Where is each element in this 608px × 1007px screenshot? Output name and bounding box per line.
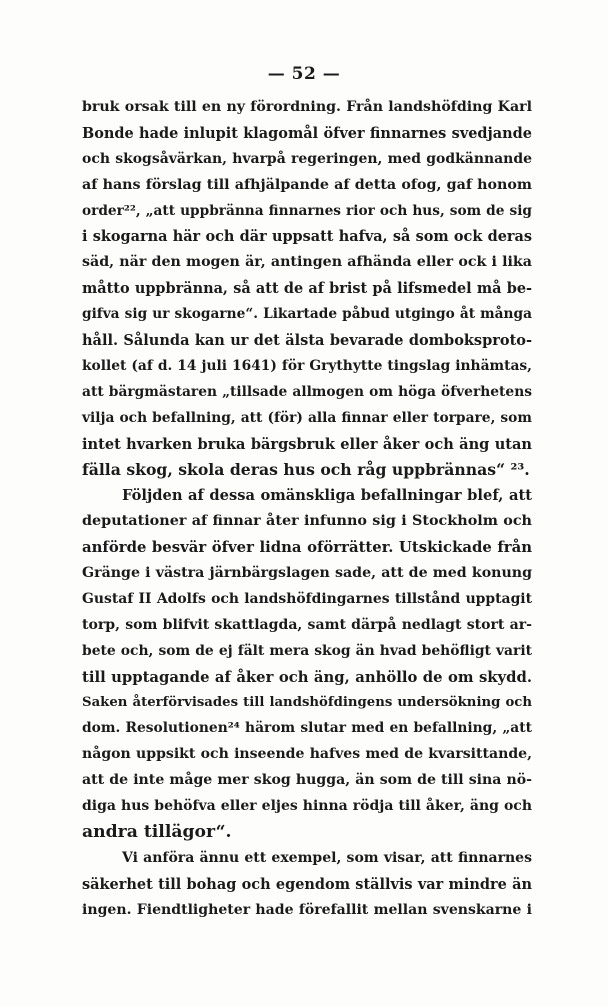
text-line: Vi anföra ännu ett exempel, som visar, att finnarnes (122, 849, 532, 866)
text-line: bete och, som de ej fält mera skog än hvad behöfligt varit (82, 642, 532, 659)
text-line: af hans förslag till afhjälpande af detta ofog, gaf honom (82, 176, 532, 193)
text-line: Gustaf II Adolfs och landshöfdingarnes tillstånd upptagit (82, 590, 532, 607)
text-line: andra tillägor“. (82, 821, 232, 842)
text-line: att de inte måge mer skog hugga, än som de till sina nö- (82, 772, 532, 789)
text-line: Gränge i västra järnbärgslagen sade, att de med konung (82, 565, 532, 582)
text-line: Bonde hade inlupit klagomål öfver finnarnes svedjande (82, 124, 532, 142)
text-line: fälla skog, skola deras hus och råg uppbrännas“ ²³. (82, 460, 530, 480)
text-line: ingen. Fiendtligheter hade förefallit mellan svenskarne i (82, 901, 532, 918)
text-line: att bärgmästaren „tillsade allmogen om höga öfverhetens (82, 383, 532, 400)
text-line: Saken återförvisades till landshöfdingens undersökning och (82, 695, 532, 711)
text-line: någon uppsikt och inseende hafves med de kvarsittande, (82, 746, 532, 763)
text-line: vilja och befallning, att (för) alla finnar eller torpare, som (82, 409, 532, 426)
text-line: till upptagande af åker och äng, anhöllo de om skydd. (82, 668, 532, 686)
text-line: dom. Resolutionen²⁴ härom slutar med en befallning, „att (82, 720, 532, 737)
text-line: och skogsåvärkan, hvarpå regeringen, med godkännande (82, 150, 532, 167)
text-line: Följden af dessa omänskliga befallningar blef, att (122, 487, 532, 505)
text-line: måtto uppbränna, så att de af brist på lifsmedel må be- (82, 280, 532, 298)
text-line: kollet (af d. 14 juli 1641) för Grythytte tingslag inhämtas, (82, 357, 532, 374)
text-line: torp, som blifvit skattlagda, samt därpå nedlagt stort ar- (82, 616, 532, 633)
text-line: säkerhet till bohag och egendom ställvis var mindre än (82, 875, 532, 893)
text-line: gifva sig ur skogarne“. Likartade påbud utgingo åt många (82, 306, 532, 323)
body-text (82, 95, 532, 924)
text-line: säd, när den mogen är, antingen afhända eller ock i lika (82, 254, 532, 271)
text-line: diga hus behöfva eller eljes hinna rödja till åker, äng och (82, 798, 532, 815)
text-line: anförde besvär öfver lidna oförrätter. Utskickade från (82, 538, 532, 557)
page-number: — 52 — (267, 64, 341, 84)
text-line: intet hvarken bruka bärgsbruk eller åker och äng utan (82, 435, 532, 453)
text-line: bruk orsak till en ny förordning. Från landshöfding Karl (82, 99, 532, 115)
text-line: håll. Sålunda kan ur det älsta bevarade domboksproto- (82, 332, 532, 350)
text-line: deputationer af finnar åter infunno sig i Stockholm och (82, 513, 532, 530)
text-line: i skogarna här och där uppsatt hafva, så som ock deras (82, 228, 532, 246)
text-line: order²², „att uppbränna finnarnes rior och hus, som de sig (82, 202, 532, 219)
